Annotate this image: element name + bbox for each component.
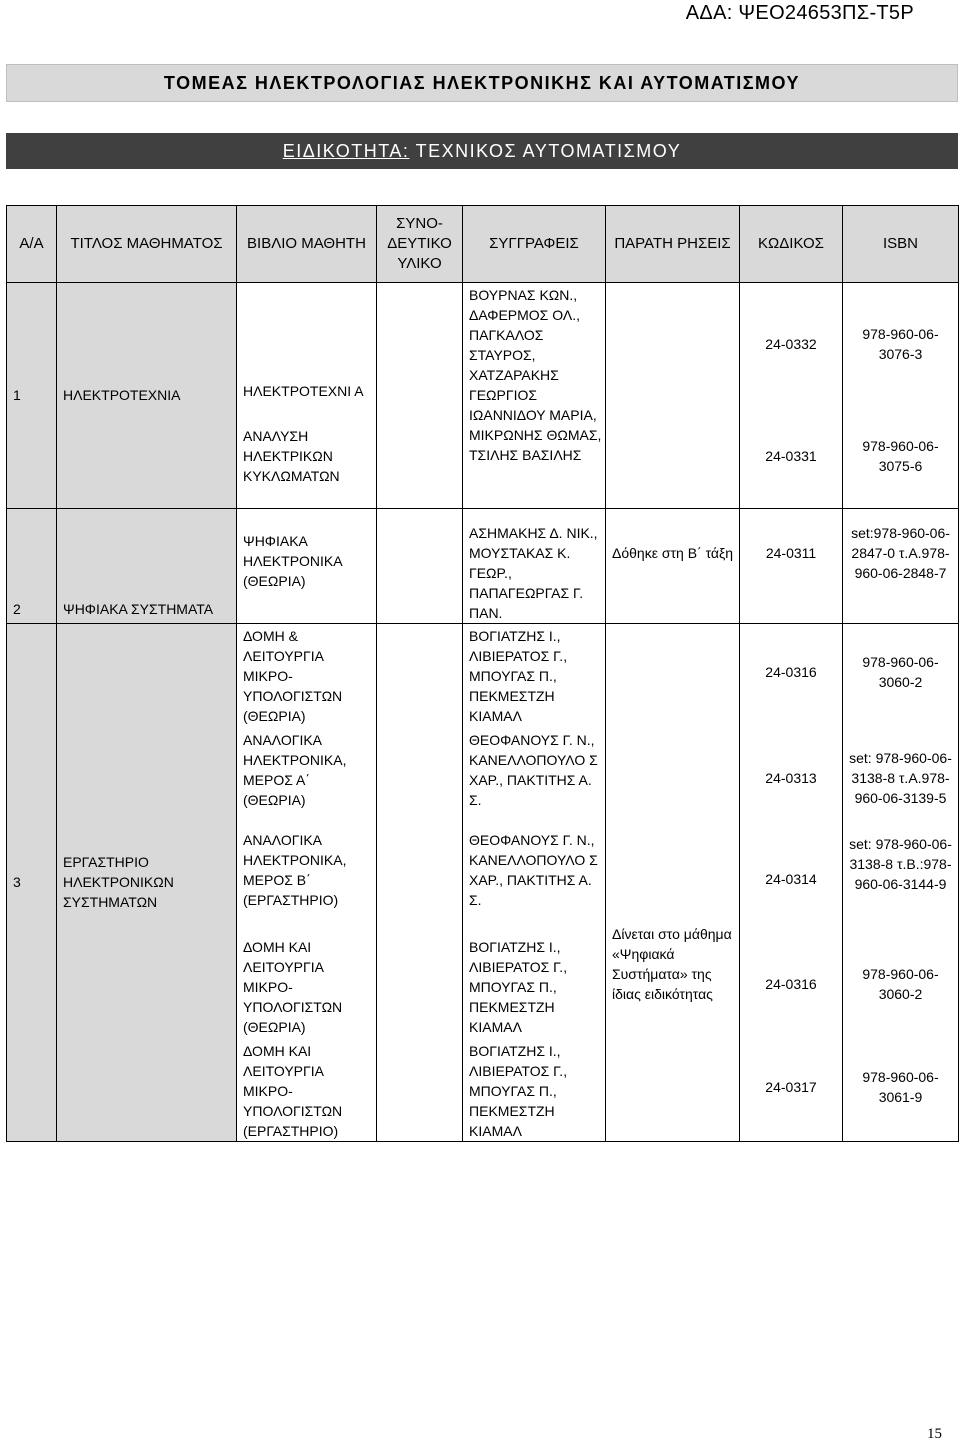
header-student-book: ΒΙΒΛΙΟ ΜΑΘΗΤΗ: [237, 206, 377, 283]
book-isbn: set: 978-960-06-3138-8 τ.Α.978-960-06-3139-5: [843, 728, 959, 828]
book-isbn: set: 978-960-06-3138-8 τ.Β.:978-960-06-3144-9: [843, 828, 959, 929]
book-title: ΑΝΑΛΥΣΗ ΗΛΕΚΤΡΙΚΩΝ ΚΥΚΛΩΜΑΤΩΝ: [237, 405, 377, 508]
book-code: 24-0317: [740, 1039, 843, 1142]
header-aa: Α/Α: [7, 206, 57, 283]
book-isbn: 978-960-06-3060-2: [843, 623, 959, 728]
book-code: 24-0316: [740, 929, 843, 1039]
table-header-row: [7, 206, 959, 283]
book-authors: ΘΕΟΦΑΝΟΥΣ Γ. Ν., ΚΑΝΕΛΛΟΠΟΥΛΟ Σ ΧΑΡ., ΠΑΚΤΙΤΗΣ Α. Σ.: [463, 828, 606, 929]
book-title: ΑΝΑΛΟΓΙΚΑ ΗΛΕΚΤΡΟΝΙΚΑ, ΜΕΡΟΣ Α΄ (ΘΕΩΡΙΑ): [237, 728, 377, 828]
book-title: ΨΗΦΙΑΚΑ ΗΛΕΚΤΡΟΝΙΚΑ (ΘΕΩΡΙΑ): [237, 508, 377, 623]
book-code: 24-0313: [740, 728, 843, 828]
book-title: ΔΟΜΗ & ΛΕΙΤΟΥΡΓΙΑ ΜΙΚΡΟ-ΥΠΟΛΟΓΙΣΤΩΝ (ΘΕΩΡΙΑ): [237, 623, 377, 728]
table-row: [7, 283, 959, 406]
supplementary-cell: [377, 508, 463, 623]
book-title: ΔΟΜΗ ΚΑΙ ΛΕΙΤΟΥΡΓΙΑ ΜΙΚΡΟ-ΥΠΟΛΟΓΙΣΤΩΝ (ΘΕΩΡΙΑ): [237, 929, 377, 1039]
book-authors: ΙΩΑΝΝΙΔΟΥ ΜΑΡΙΑ, ΜΙΚΡΩΝΗΣ ΘΩΜΑΣ, ΤΣΙΛΗΣ ΒΑΣΙΛΗΣ: [463, 405, 606, 508]
header-isbn: ISBN: [843, 206, 959, 283]
remarks-cell: [606, 283, 740, 509]
header-course-title: ΤΙΤΛΟΣ ΜΑΘΗΜΑΤΟΣ: [57, 206, 237, 283]
book-authors: ΒΟΓΙΑΤΖΗΣ Ι., ΛΙΒΙΕΡΑΤΟΣ Γ., ΜΠΟΥΓΑΣ Π., ΠΕΚΜΕΣΤΖΗ ΚΙΑΜΑΛ: [463, 623, 606, 728]
book-isbn: 978-960-06-3060-2: [843, 929, 959, 1039]
book-authors: ΒΟΥΡΝΑΣ ΚΩΝ., ΔΑΦΕΡΜΟΣ ΟΛ., ΠΑΓΚΑΛΟΣ ΣΤΑΥΡΟΣ, ΧΑΤΖΑΡΑΚΗΣ ΓΕΩΡΓΙΟΣ: [463, 283, 606, 406]
table-row: [7, 508, 959, 623]
course-number: 3: [7, 623, 57, 1142]
course-title: ΕΡΓΑΣΤΗΡΙΟ ΗΛΕΚΤΡΟΝΙΚΩΝ ΣΥΣΤΗΜΑΤΩΝ: [57, 623, 237, 1142]
book-authors: ΘΕΟΦΑΝΟΥΣ Γ. Ν., ΚΑΝΕΛΛΟΠΟΥΛΟ Σ ΧΑΡ., ΠΑΚΤΙΤΗΣ Α. Σ.: [463, 728, 606, 828]
book-code: 24-0332: [740, 283, 843, 406]
remarks-cell: Δίνεται στο μάθημα «Ψηφιακά Συστήματα» της ίδιας ειδικότητας: [606, 623, 740, 1142]
book-code: 24-0316: [740, 623, 843, 728]
specialty-name: ΤΕΧΝΙΚΟΣ ΑΥΤΟΜΑΤΙΣΜΟΥ: [409, 141, 682, 161]
book-isbn: 978-960-06-3076-3: [843, 283, 959, 406]
course-title: ΗΛΕΚΤΡΟΤΕΧΝΙΑ: [57, 283, 237, 509]
course-number: 1: [7, 283, 57, 509]
book-title: ΔΟΜΗ ΚΑΙ ΛΕΙΤΟΥΡΓΙΑ ΜΙΚΡΟ-ΥΠΟΛΟΓΙΣΤΩΝ (ΕΡΓΑΣΤΗΡΙΟ): [237, 1039, 377, 1142]
sector-title: ΤΟΜΕΑΣ ΗΛΕΚΤΡΟΛΟΓΙΑΣ ΗΛΕΚΤΡΟΝΙΚΗΣ ΚΑΙ ΑΥΤΟΜΑΤΙΣΜΟΥ: [6, 64, 958, 102]
book-authors: ΑΣΗΜΑΚΗΣ Δ. ΝΙΚ., ΜΟΥΣΤΑΚΑΣ Κ. ΓΕΩΡ., ΠΑΠΑΓΕΩΡΓΑΣ Γ. ΠΑΝ.: [463, 508, 606, 623]
remarks-cell: Δόθηκε στη Β΄ τάξη: [606, 508, 740, 623]
header-code: ΚΩΔΙΚΟΣ: [740, 206, 843, 283]
book-authors: ΒΟΓΙΑΤΖΗΣ Ι., ΛΙΒΙΕΡΑΤΟΣ Γ., ΜΠΟΥΓΑΣ Π., ΠΕΚΜΕΣΤΖΗ ΚΙΑΜΑΛ: [463, 929, 606, 1039]
supplementary-cell: [377, 283, 463, 509]
book-code: 24-0311: [740, 508, 843, 623]
header-authors: ΣΥΓΓΡΑΦΕΙΣ: [463, 206, 606, 283]
header-supplementary: ΣΥΝΟ-ΔΕΥΤΙΚΟ ΥΛΙΚΟ: [377, 206, 463, 283]
course-number: 2: [7, 508, 57, 623]
page-number: 15: [927, 1426, 942, 1442]
course-title: ΨΗΦΙΑΚΑ ΣΥΣΤΗΜΑΤΑ: [57, 508, 237, 623]
book-title: ΗΛΕΚΤΡΟΤΕΧΝΙ Α: [237, 283, 377, 406]
table-row: [7, 623, 959, 728]
book-code: 24-0331: [740, 405, 843, 508]
book-title: ΑΝΑΛΟΓΙΚΑ ΗΛΕΚΤΡΟΝΙΚΑ, ΜΕΡΟΣ Β΄ (ΕΡΓΑΣΤΗΡΙΟ): [237, 828, 377, 929]
book-code: 24-0314: [740, 828, 843, 929]
header-remarks: ΠΑΡΑΤΗ ΡΗΣΕΙΣ: [606, 206, 740, 283]
book-isbn: set:978-960-06-2847-0 τ.Α.978-960-06-2848-7: [843, 508, 959, 623]
specialty-label: ΕΙΔΙΚΟΤΗΤΑ:: [282, 141, 410, 161]
specialty-banner: [6, 133, 958, 169]
book-authors: ΒΟΓΙΑΤΖΗΣ Ι., ΛΙΒΙΕΡΑΤΟΣ Γ., ΜΠΟΥΓΑΣ Π., ΠΕΚΜΕΣΤΖΗ ΚΙΑΜΑΛ: [463, 1039, 606, 1142]
book-isbn: 978-960-06-3075-6: [843, 405, 959, 508]
supplementary-cell: [377, 623, 463, 1142]
ada-code: ΑΔΑ: ΨΕΟ24653ΠΣ-Τ5Ρ: [685, 2, 914, 24]
book-isbn: 978-960-06-3061-9: [843, 1039, 959, 1142]
books-table: [6, 205, 959, 1142]
